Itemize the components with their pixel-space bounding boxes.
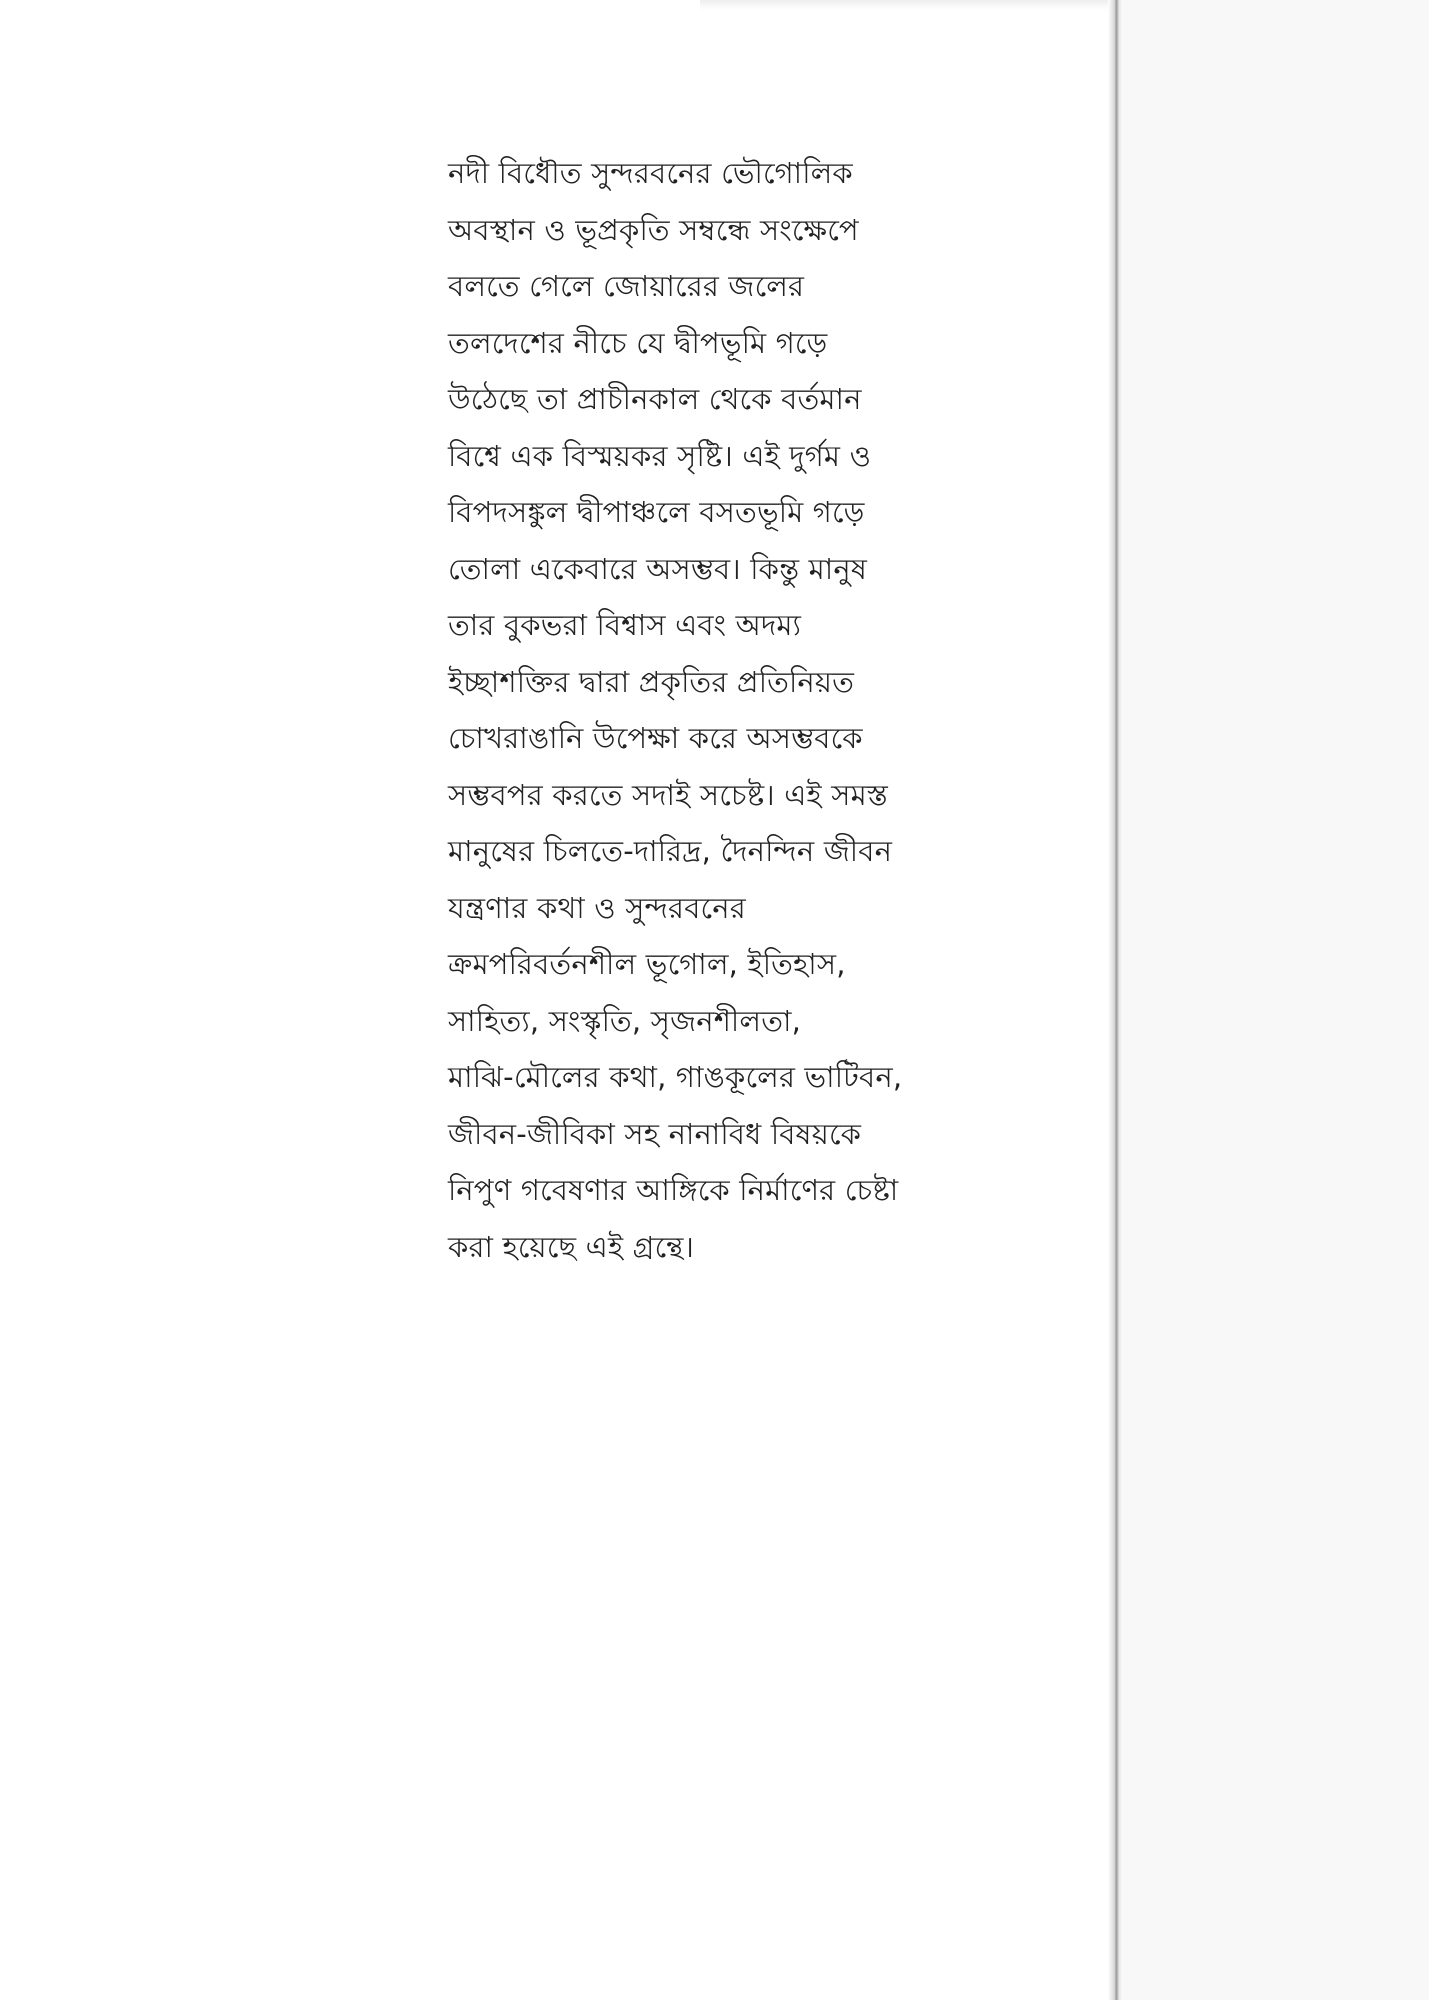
blurb-line: বিশ্বে এক বিস্ময়কর সৃষ্টি। এই দুর্গম ও: [448, 438, 872, 473]
blurb-line: নিপুণ গবেষণার আঙ্গিকে নির্মাণের চেষ্টা: [448, 1173, 899, 1207]
blurb-line: যন্ত্রণার কথা ও সুন্দরবনের: [448, 890, 746, 925]
blurb-line: বিপদসঙ্কুল দ্বীপাঞ্চলে বসতভূমি গড়ে: [448, 495, 865, 529]
blurb-line: উঠেছে তা প্রাচীনকাল থেকে বর্তমান: [448, 382, 862, 416]
blurb-line: নদী বিধৌত সুন্দরবনের ভৌগোলিক: [448, 156, 853, 190]
blurb-line: মাঝি-মৌলের কথা, গাঙকূলের ভাটিবন,: [448, 1060, 903, 1094]
blurb-line: মানুষের চিলতে-দারিদ্র, দৈনন্দিন জীবন: [448, 834, 893, 868]
blurb-line: তলদেশের নীচে যে দ্বীপভূমি গড়ে: [448, 325, 828, 360]
blurb-line: তার বুকভরা বিশ্বাস এবং অদম্য: [448, 608, 802, 642]
cover-fold-shadow: [1108, 0, 1122, 2000]
blurb-line: ক্রমপরিবর্তনশীল ভূগোল, ইতিহাস,: [448, 947, 846, 981]
blurb-line: বলতে গেলে জোয়ারের জলের: [448, 269, 805, 303]
blurb-line: তোলা একেবারে অসম্ভব। কিন্তু মানুষ: [448, 551, 868, 586]
blurb-text: [448, 145, 1008, 1275]
blurb-line: অবস্থান ও ভূপ্রকৃতি সম্বন্ধে সংক্ষেপে: [448, 212, 859, 247]
blurb-line: সম্ভবপর করতে সদাই সচেষ্ট। এই সমস্ত: [448, 777, 888, 812]
cover-spine-panel: [1122, 0, 1429, 2000]
blurb-line: করা হয়েছে এই গ্রন্থে।: [448, 1229, 695, 1264]
blurb-line: ইচ্ছাশক্তির দ্বারা প্রকৃতির প্রতিনিয়ত: [448, 664, 855, 699]
blurb-line: সাহিত্য, সংস্কৃতি, সৃজনশীলতা,: [448, 1003, 801, 1038]
blurb-line: জীবন-জীবিকা সহ নানাবিধ বিষয়কে: [448, 1116, 862, 1151]
blurb-line: চোখরাঙানি উপেক্ষা করে অসম্ভবকে: [448, 721, 863, 755]
page-top-edge: [700, 0, 1108, 10]
